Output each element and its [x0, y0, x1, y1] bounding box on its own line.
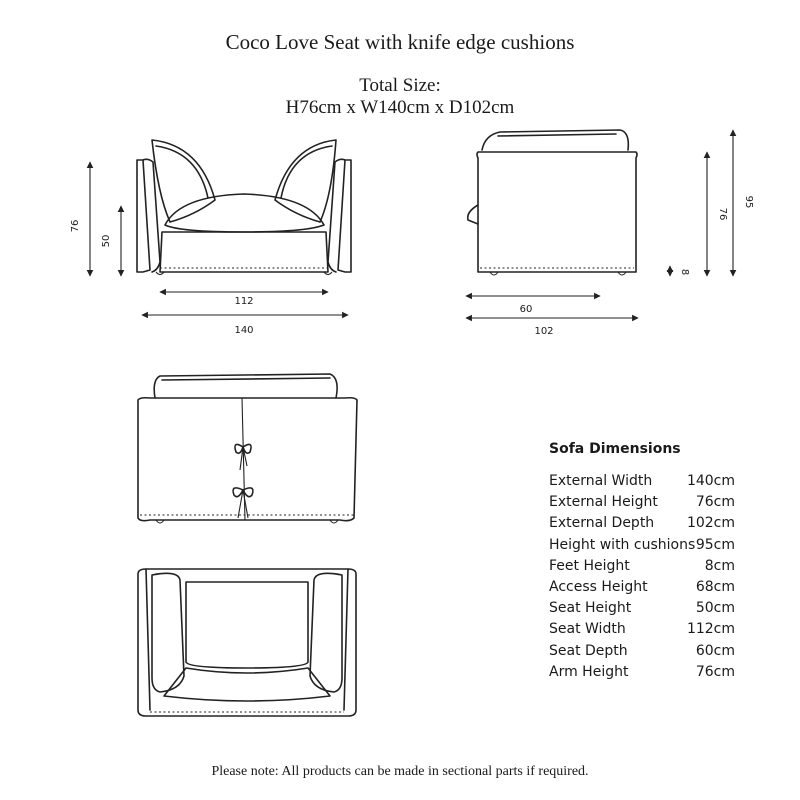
dimension-label: Seat Depth [549, 642, 628, 659]
dim-label-external-width: 140 [234, 325, 254, 336]
dimension-value: 95cm [695, 536, 735, 553]
dimension-label: Feet Height [549, 557, 630, 574]
dimension-label: External Width [549, 473, 653, 489]
dimension-value: 50cm [695, 600, 735, 617]
dim-label-seat-width: 112 [234, 296, 254, 307]
dimension-label: Arm Height [549, 663, 629, 680]
dimension-row [549, 598, 735, 619]
total-size-label: Total Size: [359, 75, 441, 96]
dimension-row [549, 619, 735, 640]
dimension-row [549, 535, 735, 556]
top-view-drawing [138, 569, 356, 716]
dim-label-seat-height: 50 [101, 234, 112, 248]
back-view-drawing [138, 374, 357, 523]
front-view-drawing [137, 140, 351, 275]
dim-label-seat-depth: 60 [519, 304, 533, 315]
side-depth-dimension [466, 296, 638, 337]
dimension-label: Access Height [549, 578, 648, 595]
dim-label-feet-height: 8 [679, 268, 690, 276]
dimension-label: Height with cushions [549, 536, 696, 553]
dimension-value: 76cm [695, 494, 735, 511]
dimensions-table [549, 441, 735, 683]
front-width-dimension [142, 292, 348, 336]
dimensions-heading: Sofa Dimensions [549, 441, 681, 457]
total-size-value: H76cm x W140cm x D102cm [285, 97, 515, 118]
dim-label-external-depth: 102 [534, 326, 554, 337]
side-height-dimension [670, 130, 754, 276]
dimension-row [549, 492, 735, 513]
footnote: Please note: All products can be made in sectional parts if required. [211, 764, 589, 779]
dimension-value: 68cm [695, 578, 735, 595]
dimension-value: 112cm [686, 621, 735, 638]
dimension-row [549, 556, 735, 577]
dim-label-arm-height: 76 [717, 207, 728, 221]
front-height-dimension [70, 162, 121, 276]
dimension-label: Seat Height [549, 600, 632, 617]
dimension-label: External Depth [549, 515, 655, 532]
dimension-row [549, 471, 735, 492]
dimension-label: Seat Width [549, 621, 626, 638]
dim-label-total-height: 76 [70, 219, 81, 233]
dimension-row [549, 513, 735, 534]
dimension-row [549, 577, 735, 598]
dimension-row [549, 662, 735, 683]
dimension-value: 8cm [704, 557, 735, 574]
dimension-label: External Height [549, 494, 658, 511]
side-view-drawing [468, 130, 637, 275]
dim-label-height-with-cushions: 95 [743, 195, 754, 209]
dimension-value: 60cm [695, 642, 735, 659]
dimension-value: 76cm [695, 663, 735, 680]
dimension-row [549, 641, 735, 662]
dimension-value: 140cm [686, 473, 735, 489]
dimension-value: 102cm [686, 515, 735, 532]
page-title: Coco Love Seat with knife edge cushions [225, 30, 575, 54]
